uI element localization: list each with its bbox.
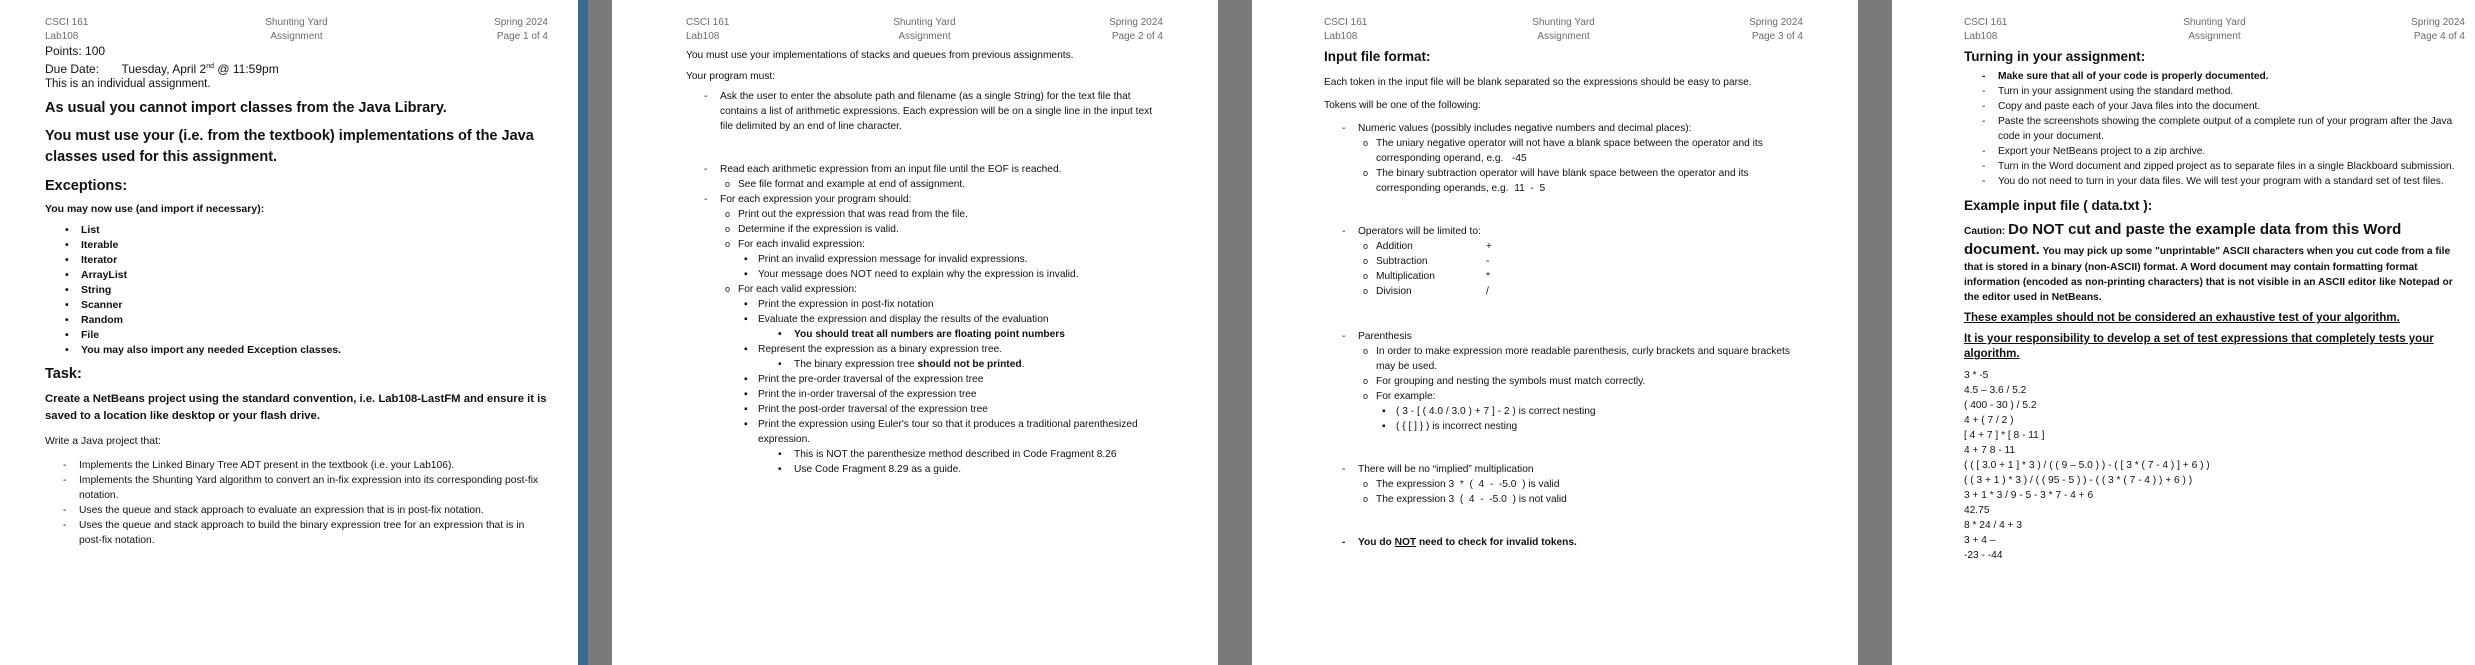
header-page-number: Page 4 of 4: [2413, 31, 2465, 42]
document-page-3: [1252, 0, 1858, 665]
due-date-line: [45, 59, 548, 77]
header-term: Spring 2024: [1109, 17, 1163, 28]
turning-in-heading: Turning in your assignment:: [1964, 49, 2146, 64]
list-item: [1358, 477, 1803, 492]
op-symbol: /: [1486, 286, 1489, 297]
list-item: - Paste the screenshots showing the complete output of a complete run of your program after the Java code in your document.: [1964, 114, 2465, 144]
header-center: [45, 16, 548, 44]
list-item: o In order to make expression more readable parenthesis, curly brackets and square brackets may be used.: [1358, 344, 1803, 374]
list-item: ▪ Your message does NOT need to explain why the expression is invalid.: [738, 267, 1163, 282]
list-item: ▪ Print the post-order traversal of the expression tree: [738, 402, 1163, 417]
header-course: CSCI 161: [1964, 17, 2008, 28]
list-item: - Ask the user to enter the absolute path and filename (as a single String) for the text file that contains a list of arithmetic expressions. Each expression will be on a single line in the input text file delimited by an end of line character.: [686, 89, 1163, 134]
document-page-4: [1892, 0, 2475, 665]
list-item: - Copy and paste each of your Java files into the document.: [1964, 99, 2465, 114]
op-symbol: *: [1486, 271, 1490, 282]
list-item: [738, 342, 1163, 372]
example-input-heading: Example input file ( data.txt ):: [1964, 198, 2153, 213]
euler-text: Print the expression using Euler's tour so that it produces a traditional parenthesized expression.: [758, 419, 1138, 445]
page-header: [686, 0, 1163, 44]
list-item: [1324, 121, 1803, 196]
due-sup: nd: [206, 63, 215, 70]
caution-rest: You may pick up some "unprintable" ASCII characters when you cut code from a file that is stored in a binary (non-ASCII) format. A Word document may contain formatting format information (encoded as non-printing characters) that is not visible in an ASCII editor like Notepad or the editor used in NetBeans.: [1964, 246, 2453, 303]
header-course: CSCI 161: [45, 17, 89, 28]
list-item: [1358, 284, 1803, 299]
header-subtitle: Assignment: [1537, 31, 1590, 42]
caution-donot: Do NOT cut and paste the example data from this Word document.: [1964, 221, 2402, 258]
parenthesis-list: [1324, 329, 1803, 434]
page-body: [45, 44, 548, 548]
header-lab: Lab108: [1964, 31, 1998, 42]
data-line: 42.75: [1964, 505, 1990, 516]
sub-sub-list: [1376, 404, 1803, 434]
header-right: [1109, 16, 1163, 44]
data-line: 4 + ( 7 / 2 ): [1964, 415, 2014, 426]
sub-list: [1358, 239, 1803, 299]
page-gutter-3: [1858, 0, 1892, 665]
header-lab: Lab108: [45, 31, 79, 42]
sub-sub-sub-list: [758, 447, 1163, 477]
example-expression: ( { [ ] } ): [1396, 421, 1430, 432]
list-item: [1324, 224, 1803, 299]
list-item: - You do not need to turn in your data files. We will test your program with a standard set of test files.: [1964, 174, 2465, 189]
document-page-2: [612, 0, 1218, 665]
list-item: • Iterable: [45, 238, 548, 253]
header-right: [494, 16, 548, 44]
list-item: [738, 417, 1163, 477]
page-header: [1964, 0, 2465, 44]
header-title: Shunting Yard: [1532, 17, 1595, 28]
header-term: Spring 2024: [2411, 17, 2465, 28]
sub-list: [720, 207, 1163, 477]
page-header: [45, 0, 548, 44]
for-example-text: For example:: [1376, 391, 1436, 402]
token-list: [1324, 121, 1803, 196]
document-page-1: [0, 0, 578, 665]
header-term: Spring 2024: [494, 17, 548, 28]
no-check-a: You do: [1358, 537, 1395, 548]
due-time: @ 11:59pm: [217, 62, 279, 76]
list-item: [1358, 389, 1803, 434]
exceptions-heading: Exceptions:: [45, 178, 128, 194]
list-item: • Iterator: [45, 253, 548, 268]
must-use-note: You must use your (i.e. from the textbook) implementations of the Java classes used for this assignment.: [45, 128, 534, 165]
write-java-note: Write a Java project that:: [45, 435, 161, 447]
must-text: Your program must:: [686, 71, 776, 82]
header-center: [686, 16, 1163, 44]
invalid-verdict: is not valid: [1518, 494, 1567, 505]
page-body: [1964, 47, 2465, 563]
data-line: 8 * 24 / 4 + 3: [1964, 520, 2023, 531]
sub-sub-list: [738, 252, 1163, 282]
parenthesis-text: Parenthesis: [1358, 331, 1412, 342]
data-line: ( ( 3 + 1 ) * 3 ) / ( ( 95 - 5 ) ) - ( ( 3 * ( 7 - 4 ) ) + 6 ) ): [1964, 475, 2193, 486]
no-check-not: NOT: [1394, 537, 1417, 548]
individual-note: This is an individual assignment.: [45, 78, 211, 90]
list-item: • This is NOT the parenthesize method described in Code Fragment 8.26: [758, 447, 1163, 462]
example-data: [1964, 368, 2465, 563]
list-item: [1376, 404, 1803, 419]
list-item: o For grouping and nesting the symbols must match correctly.: [1358, 374, 1803, 389]
op-symbol: +: [1486, 241, 1492, 252]
list-item: o The uniary negative operator will not have a blank space between the operator and its corresponding operand, e.g. -45: [1358, 136, 1803, 166]
list-item: o See file format and example at end of assignment.: [720, 177, 1163, 192]
header-right: [2411, 16, 2465, 44]
list-item: - Turn in your assignment using the standard method.: [1964, 84, 2465, 99]
list-item: [1358, 254, 1803, 269]
list-item: • List: [45, 223, 548, 238]
header-title: Shunting Yard: [2183, 17, 2246, 28]
sub-list: [1358, 477, 1803, 507]
no-check-b: need to check for invalid tokens.: [1416, 537, 1577, 548]
op-name: Multiplication: [1376, 271, 1435, 282]
data-line: ( 400 - 30 ) / 5.2: [1964, 400, 2037, 411]
for-invalid-text: For each invalid expression:: [738, 239, 865, 250]
list-item: [1376, 419, 1803, 434]
header-course: CSCI 161: [1324, 17, 1368, 28]
turn-in-list: [1964, 69, 2465, 189]
list-item: [758, 357, 1163, 372]
page-gutter-1-blue: [578, 0, 588, 665]
list-item: • Use Code Fragment 8.29 as a guide.: [758, 462, 1163, 477]
numeric-text: Numeric values (possibly includes negative numbers and decimal places):: [1358, 123, 1692, 134]
tokens-one-text: Tokens will be one of the following:: [1324, 100, 1481, 111]
intro-text: You must use your implementations of stacks and queues from previous assignments.: [686, 50, 1074, 61]
points-line: Points: 100: [45, 44, 106, 58]
task-text: Create a NetBeans project using the standard convention, i.e. Lab108-LastFM and ensure it is saved to a location like desktop or your flash drive.: [45, 393, 547, 422]
header-lab: Lab108: [686, 31, 720, 42]
valid-expression: 3 * ( 4 - -5.0 ): [1448, 479, 1526, 490]
may-use-note: You may now use (and import if necessary):: [45, 203, 265, 215]
list-item: [1358, 239, 1803, 254]
list-item: • Scanner: [45, 298, 548, 313]
list-item: [686, 162, 1163, 192]
list-item: [720, 282, 1163, 477]
header-title: Shunting Yard: [265, 17, 328, 28]
expression-prefix: The expression: [1376, 479, 1446, 490]
page-body: [1324, 47, 1803, 550]
read-text: Read each arithmetic expression from an input file until the EOF is reached.: [720, 164, 1062, 175]
sub-list: [720, 177, 1163, 192]
list-item: [1324, 462, 1803, 507]
header-course: CSCI 161: [686, 17, 730, 28]
page-header: [1324, 0, 1803, 44]
example-verdict: is correct nesting: [1518, 406, 1596, 417]
list-item: [1358, 492, 1803, 507]
task-heading: Task:: [45, 366, 82, 382]
responsibility-note: It is your responsibility to develop a set of test expressions that completely tests your algorithm.: [1964, 333, 2434, 360]
tree-pre: The binary expression tree: [794, 359, 918, 370]
input-format-heading: Input file format:: [1324, 49, 1431, 64]
operators-text: Operators will be limited to:: [1358, 226, 1481, 237]
list-item: [686, 192, 1163, 477]
represent-text: Represent the expression as a binary expression tree.: [758, 344, 1003, 355]
op-symbol: -: [1486, 256, 1490, 267]
list-item: • You may also import any needed Exception classes.: [45, 343, 548, 358]
example-expression: ( 3 - [ ( 4.0 / 3.0 ) + 7 ] - 2 ): [1396, 406, 1516, 417]
list-item: [1358, 269, 1803, 284]
list-item: [1324, 329, 1803, 434]
list-item: ▪ Print the expression in post-fix notation: [738, 297, 1163, 312]
requirements-list: [686, 89, 1163, 134]
list-item: o The binary subtraction operator will have blank space between the operator and its corresponding operands, e.g. 11 - 5: [1358, 166, 1803, 196]
data-line: 3 * -5: [1964, 370, 1989, 381]
due-value: Tuesday, April 2: [121, 62, 207, 76]
no-check-list: [1324, 535, 1803, 550]
list-item: - Uses the queue and stack approach to evaluate an expression that is in post-fix notation.: [45, 503, 548, 518]
sub-list: [1358, 136, 1803, 196]
op-name: Addition: [1376, 241, 1413, 252]
list-item: [738, 312, 1163, 342]
data-line: 3 + 1 * 3 / 9 - 5 - 3 * 7 - 4 + 6: [1964, 490, 2094, 501]
sub-sub-list: [738, 297, 1163, 477]
list-item: o Print out the expression that was read from the file.: [720, 207, 1163, 222]
data-line: -23 - -44: [1964, 550, 2003, 561]
list-item: [1324, 535, 1803, 550]
list-item: ▪ Print an invalid expression message for invalid expressions.: [738, 252, 1163, 267]
header-page-number: Page 2 of 4: [1111, 31, 1163, 42]
for-each-text: For each expression your program should:: [720, 194, 912, 205]
page-gutter-2: [1218, 0, 1252, 665]
import-warning: As usual you cannot import classes from the Java Library.: [45, 100, 447, 116]
header-right: [1749, 16, 1803, 44]
data-line: 4 + 7 8 - 11: [1964, 445, 2016, 456]
data-line: 3 + 4 –: [1964, 535, 1996, 546]
list-item: - Export your NetBeans project to a zip archive.: [1964, 144, 2465, 159]
operator-list: [1324, 224, 1803, 299]
tree-bold: should not be printed: [917, 359, 1022, 370]
list-item: - Implements the Linked Binary Tree ADT present in the textbook (i.e. your Lab106).: [45, 458, 548, 473]
page-body: [686, 48, 1163, 477]
list-item: [720, 237, 1163, 282]
list-item: • ArrayList: [45, 268, 548, 283]
list-item: ▪ Print the in-order traversal of the expression tree: [738, 387, 1163, 402]
sub-sub-sub-list: [758, 357, 1163, 372]
header-lab: Lab108: [1324, 31, 1358, 42]
example-verdict: is incorrect nesting: [1432, 421, 1518, 432]
list-item: - Make sure that all of your code is properly documented.: [1964, 69, 2465, 84]
allowed-classes-list: [45, 223, 548, 358]
implied-text: There will be no “implied” multiplication: [1358, 464, 1534, 475]
header-subtitle: Assignment: [898, 31, 951, 42]
caution-label: Caution:: [1964, 226, 2009, 237]
header-page-number: Page 3 of 4: [1751, 31, 1803, 42]
expression-prefix: The expression: [1376, 494, 1446, 505]
header-center: [1324, 16, 1803, 44]
each-token-text: Each token in the input file will be blank separated so the expressions should be easy to parse.: [1324, 77, 1752, 88]
implied-list: [1324, 462, 1803, 507]
header-page-number: Page 1 of 4: [496, 31, 548, 42]
sub-list: [1358, 344, 1803, 434]
list-item: - Uses the queue and stack approach to build the binary expression tree for an expression that is in post-fix notation.: [45, 518, 548, 548]
header-title: Shunting Yard: [893, 17, 956, 28]
valid-verdict: is valid: [1528, 479, 1560, 490]
data-line: 4.5 – 3.6 / 5.2: [1964, 385, 2027, 396]
sub-sub-sub-list: [758, 327, 1163, 342]
header-subtitle: Assignment: [2188, 31, 2241, 42]
due-label: Due Date:: [45, 62, 100, 76]
op-name: Subtraction: [1376, 256, 1428, 267]
not-exhaustive-note: These examples should not be considered an exhaustive test of your algorithm.: [1964, 312, 2400, 324]
for-valid-text: For each valid expression:: [738, 284, 857, 295]
header-term: Spring 2024: [1749, 17, 1803, 28]
data-line: [ 4 + 7 ] * [ 8 - 11 ]: [1964, 430, 2045, 441]
list-item: • File: [45, 328, 548, 343]
tree-end: .: [1021, 359, 1025, 370]
invalid-expression: 3 ( 4 - -5.0 ): [1448, 494, 1516, 505]
list-item: - Turn in the Word document and zipped project as to separate files in a single Blackboard submission.: [1964, 159, 2465, 174]
data-line: ( ( [ 3.0 + 1 ] * 3 ) / ( ( 9 – 5.0 ) ) - ( [ 3 * ( 7 - 4 ) ] + 6 ) ): [1964, 460, 2210, 471]
list-item: ▪ Print the pre-order traversal of the expression tree: [738, 372, 1163, 387]
list-item: - Implements the Shunting Yard algorithm to convert an in-fix expression into its corresponding post-fix notation.: [45, 473, 548, 503]
header-center: [1964, 16, 2465, 44]
op-name: Division: [1376, 286, 1412, 297]
task-list: [45, 458, 548, 548]
list-item: o Determine if the expression is valid.: [720, 222, 1163, 237]
caution-paragraph: [1964, 220, 2465, 305]
list-item: • String: [45, 283, 548, 298]
list-item: • You should treat all numbers are floating point numbers: [758, 327, 1163, 342]
evaluate-text: Evaluate the expression and display the results of the evaluation: [758, 314, 1049, 325]
requirements-list-2: [686, 162, 1163, 477]
header-subtitle: Assignment: [270, 31, 323, 42]
list-item: • Random: [45, 313, 548, 328]
